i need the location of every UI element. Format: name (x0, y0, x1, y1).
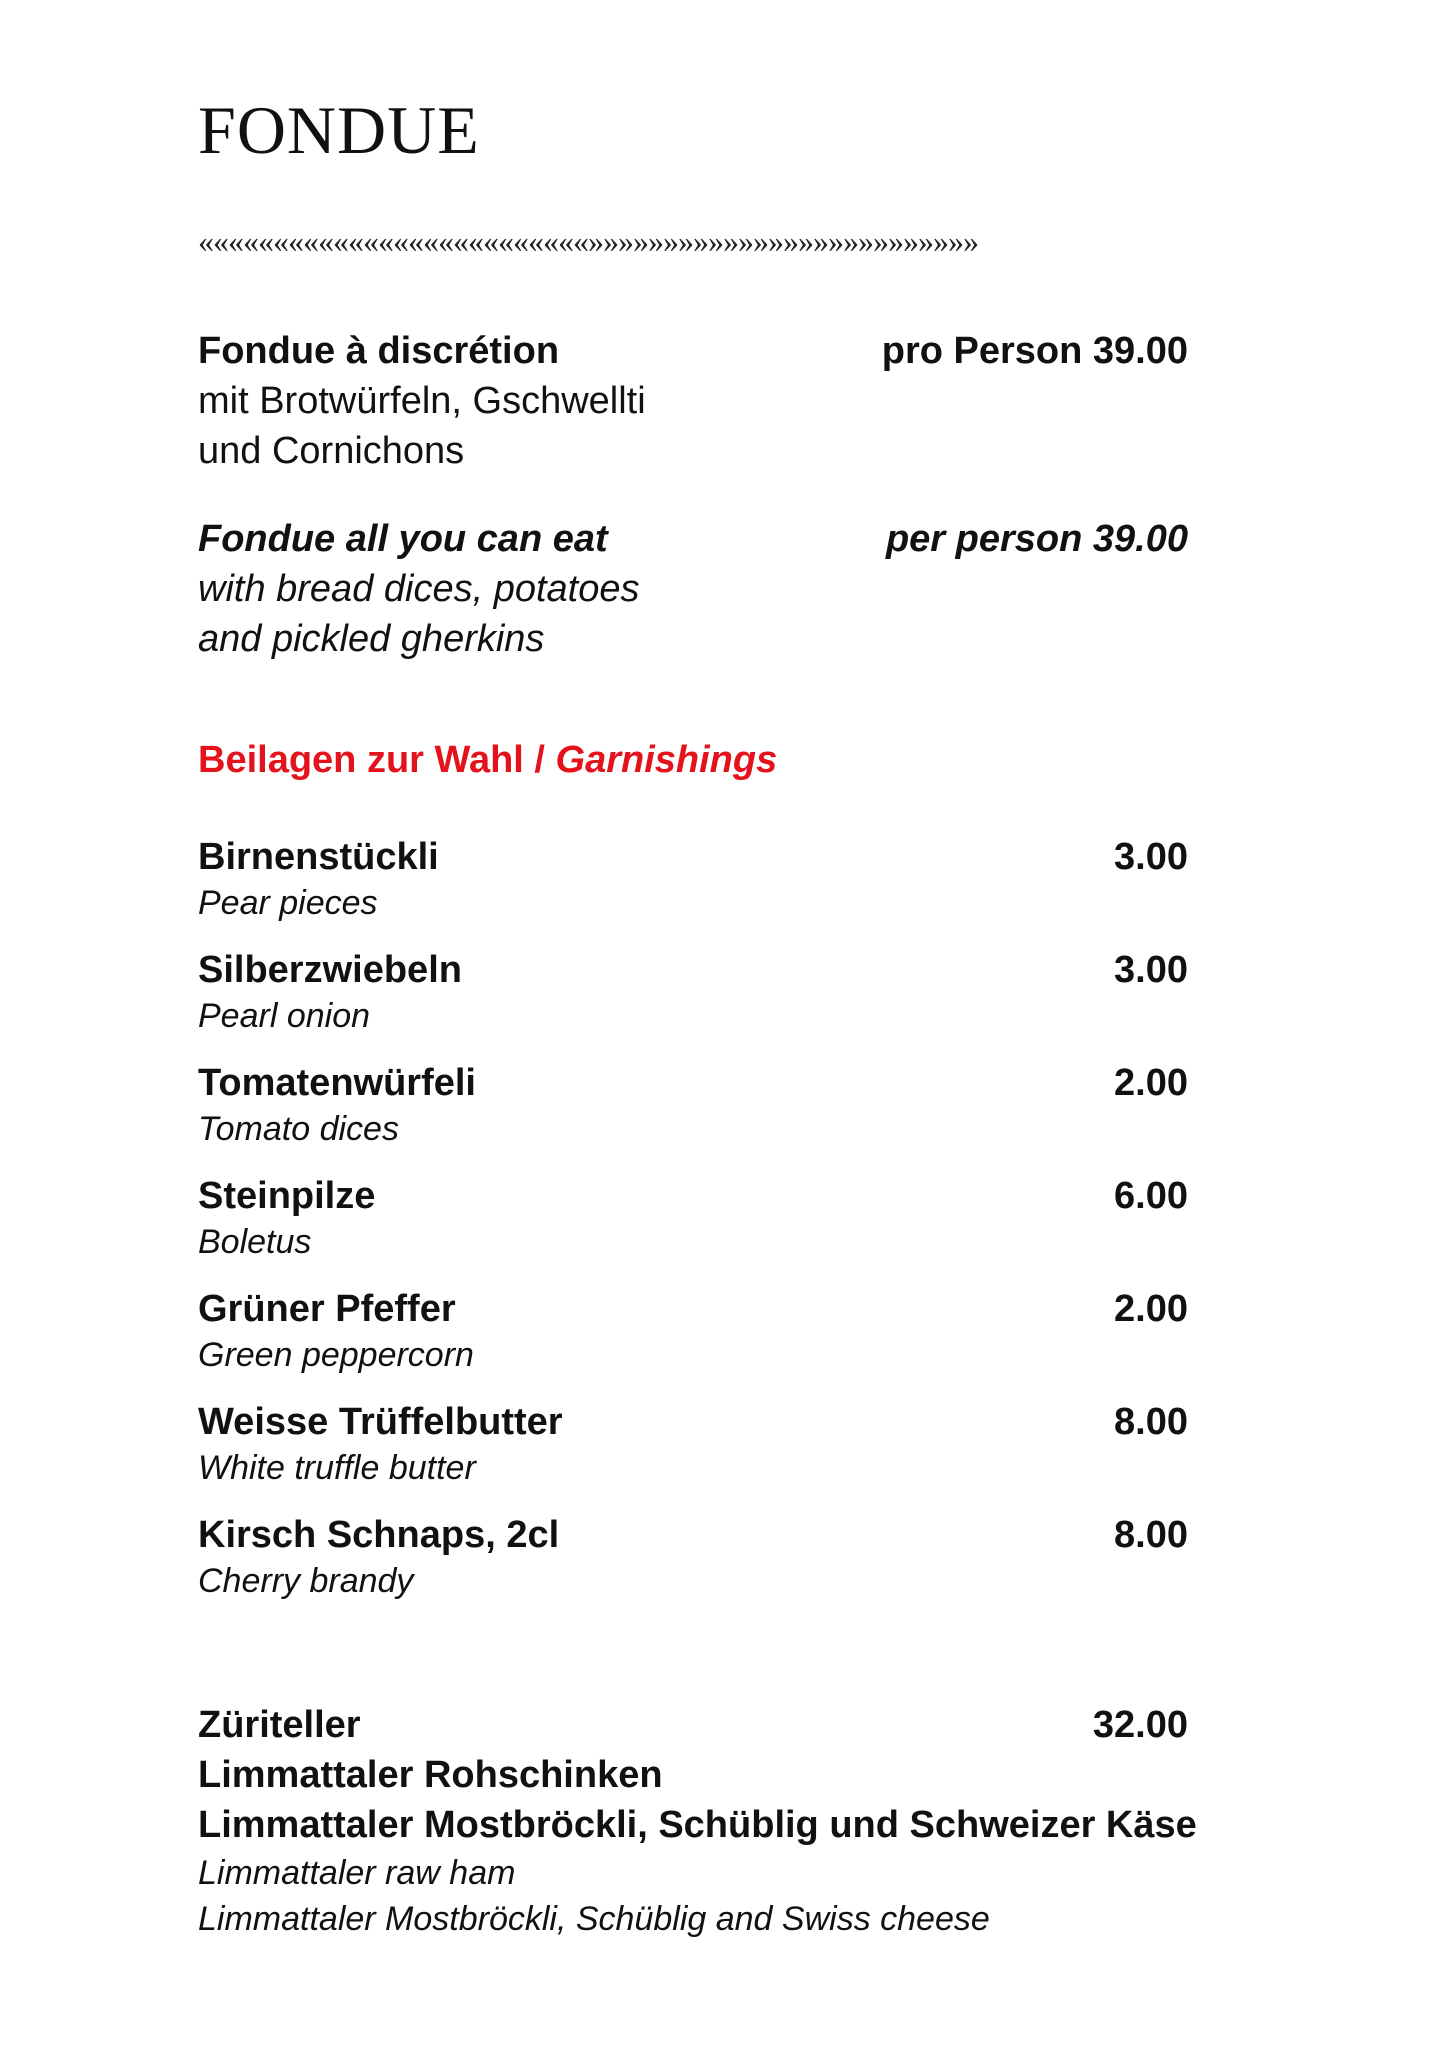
item-description-line: mit Brotwürfeln, Gschwellti (198, 380, 646, 422)
item-name: Züriteller (198, 1704, 361, 1746)
garnish-name: Kirsch Schnaps, 2cl (198, 1514, 560, 1556)
garnish-item (198, 1172, 1188, 1264)
garnish-name: Tomatenwürfeli (198, 1062, 476, 1104)
garnish-item (198, 1285, 1188, 1377)
garnish-item (198, 946, 1188, 1038)
garnish-name: Grüner Pfeffer (198, 1288, 456, 1330)
menu-item-fondue-en (198, 514, 1188, 664)
garnish-price: 6.00 (1114, 1175, 1188, 1217)
section-heading-garnishings (198, 735, 777, 785)
garnish-item (198, 1398, 1188, 1490)
page-title: FONDUE (198, 92, 480, 168)
item-description-line: Limmattaler Mostbröckli, Schüblig und Schweizer Käse (198, 1804, 1197, 1846)
garnish-price: 2.00 (1114, 1062, 1188, 1104)
garnish-name: Steinpilze (198, 1175, 376, 1217)
item-price: pro Person 39.00 (881, 330, 1188, 372)
item-translation-line: Limmattaler raw ham (198, 1854, 516, 1892)
garnish-translation: Tomato dices (198, 1110, 399, 1148)
garnish-translation: Pear pieces (198, 884, 378, 922)
item-name: Fondue all you can eat (198, 518, 608, 560)
garnish-translation: White truffle butter (198, 1449, 476, 1487)
menu-item-zuriteller (198, 1700, 1197, 1942)
item-description-line: and pickled gherkins (198, 618, 545, 660)
garnish-price: 2.00 (1114, 1288, 1188, 1330)
section-heading-en: Garnishings (555, 739, 778, 781)
item-description-line: with bread dices, potatoes (198, 568, 640, 610)
item-name: Fondue à discrétion (198, 330, 560, 372)
garnish-price: 3.00 (1114, 949, 1188, 991)
garnish-price: 8.00 (1114, 1514, 1188, 1556)
menu-item-fondue-de (198, 326, 1188, 476)
garnish-name: Birnenstückli (198, 836, 439, 878)
item-translation-line: Limmattaler Mostbröckli, Schüblig and Swiss cheese (198, 1900, 990, 1938)
garnish-name: Silberzwiebeln (198, 949, 462, 991)
garnish-translation: Boletus (198, 1223, 312, 1261)
garnish-price: 8.00 (1114, 1401, 1188, 1443)
garnish-item (198, 1511, 1188, 1603)
garnish-item (198, 833, 1188, 925)
garnish-translation: Green peppercorn (198, 1336, 474, 1374)
garnish-name: Weisse Trüffelbutter (198, 1401, 563, 1443)
garnish-translation: Pearl onion (198, 997, 371, 1035)
item-description-line: und Cornichons (198, 430, 465, 472)
section-heading-de: Beilagen zur Wahl / (198, 739, 556, 781)
garnish-translation: Cherry brandy (198, 1562, 414, 1600)
item-price: 32.00 (1092, 1704, 1188, 1746)
menu-page (198, 0, 1218, 2058)
item-price: per person 39.00 (885, 518, 1188, 560)
garnish-item (198, 1059, 1188, 1151)
garnish-price: 3.00 (1114, 836, 1188, 878)
item-description-line: Limmattaler Rohschinken (198, 1754, 663, 1796)
decorative-divider: ««««««««««««««««««««««««««»»»»»»»»»»»»»»»»»»»»»»»»»» (198, 225, 978, 257)
